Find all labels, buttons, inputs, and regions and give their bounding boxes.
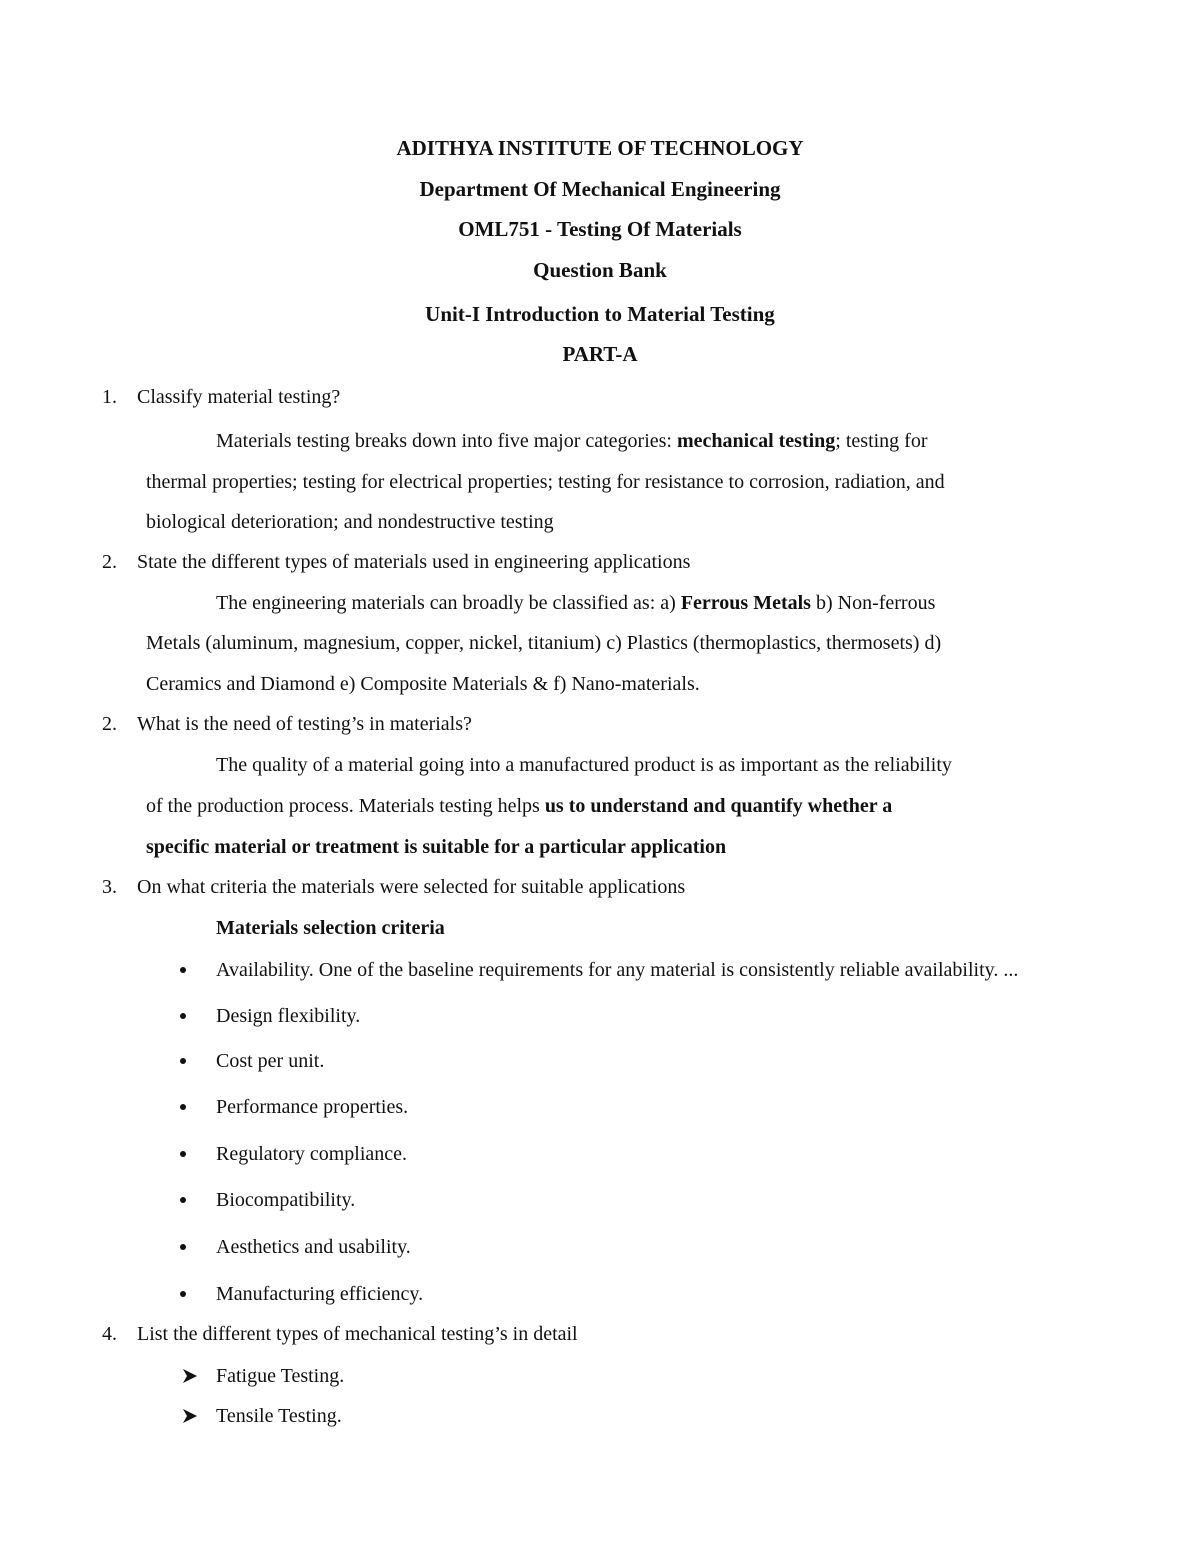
bullet-icon	[178, 1003, 188, 1029]
question-number: 4.	[102, 1323, 117, 1345]
course-title: OML751 - Testing Of Materials	[458, 217, 742, 241]
list-item: Fatigue Testing.	[216, 1365, 345, 1387]
bullet-icon	[178, 1187, 188, 1213]
answer-line: Metals (aluminum, magnesium, copper, nickel, titanium) c) Plastics (thermoplastics, thermosets) d)	[146, 632, 942, 654]
department-title: Department Of Mechanical Engineering	[419, 177, 781, 201]
institute-title: ADITHYA INSTITUTE OF TECHNOLOGY	[396, 136, 804, 160]
answer-line: The engineering materials can broadly be classified as: a) Ferrous Metals b) Non-ferrous	[216, 592, 936, 614]
question-number: 3.	[102, 876, 117, 898]
question-text: On what criteria the materials were selected for suitable applications	[137, 876, 686, 898]
answer-line: thermal properties; testing for electrical properties; testing for resistance to corrosion, radiation, and	[146, 471, 945, 493]
part-title: PART-A	[562, 342, 638, 366]
question-text: List the different types of mechanical testing’s in detail	[137, 1323, 578, 1345]
bullet-icon	[178, 1281, 188, 1307]
list-item: Cost per unit.	[216, 1050, 325, 1072]
list-item: Aesthetics and usability.	[216, 1236, 411, 1258]
answer-line: specific material or treatment is suitable for a particular application	[146, 836, 727, 858]
document-type: Question Bank	[533, 258, 667, 282]
unit-title: Unit-I Introduction to Material Testing	[425, 302, 775, 326]
question-text: What is the need of testing’s in materials?	[137, 713, 472, 735]
list-item: Regulatory compliance.	[216, 1143, 408, 1165]
list-item: Availability. One of the baseline requirements for any material is consistently reliable availability. ...	[216, 959, 1019, 981]
answer-line: Materials testing breaks down into five major categories: mechanical testing; testing for	[216, 430, 928, 452]
list-item: Tensile Testing.	[216, 1405, 342, 1427]
question-number: 2.	[102, 713, 117, 735]
answer-line: The quality of a material going into a manufactured product is as important as the reliability	[216, 754, 952, 776]
bullet-icon	[178, 1141, 188, 1167]
list-item: Biocompatibility.	[216, 1189, 356, 1211]
question-number: 2.	[102, 551, 117, 573]
answer-line: Ceramics and Diamond e) Composite Materials & f) Nano-materials.	[146, 673, 700, 695]
bullet-icon	[178, 1094, 188, 1120]
question-number: 1.	[102, 386, 117, 408]
question-text: Classify material testing?	[137, 386, 341, 408]
answer-line: of the production process. Materials testing helps us to understand and quantify whether a	[146, 795, 893, 817]
subheading: Materials selection criteria	[216, 917, 445, 939]
bullet-icon	[178, 1048, 188, 1074]
question-text: State the different types of materials used in engineering applications	[137, 551, 691, 573]
bullet-icon	[178, 957, 188, 983]
list-item: Manufacturing efficiency.	[216, 1283, 424, 1305]
list-item: Performance properties.	[216, 1096, 409, 1118]
arrow-bullet-icon	[180, 1363, 200, 1389]
arrow-bullet-icon	[180, 1403, 200, 1429]
bullet-icon	[178, 1234, 188, 1260]
answer-line: biological deterioration; and nondestructive testing	[146, 511, 554, 533]
list-item: Design flexibility.	[216, 1005, 361, 1027]
